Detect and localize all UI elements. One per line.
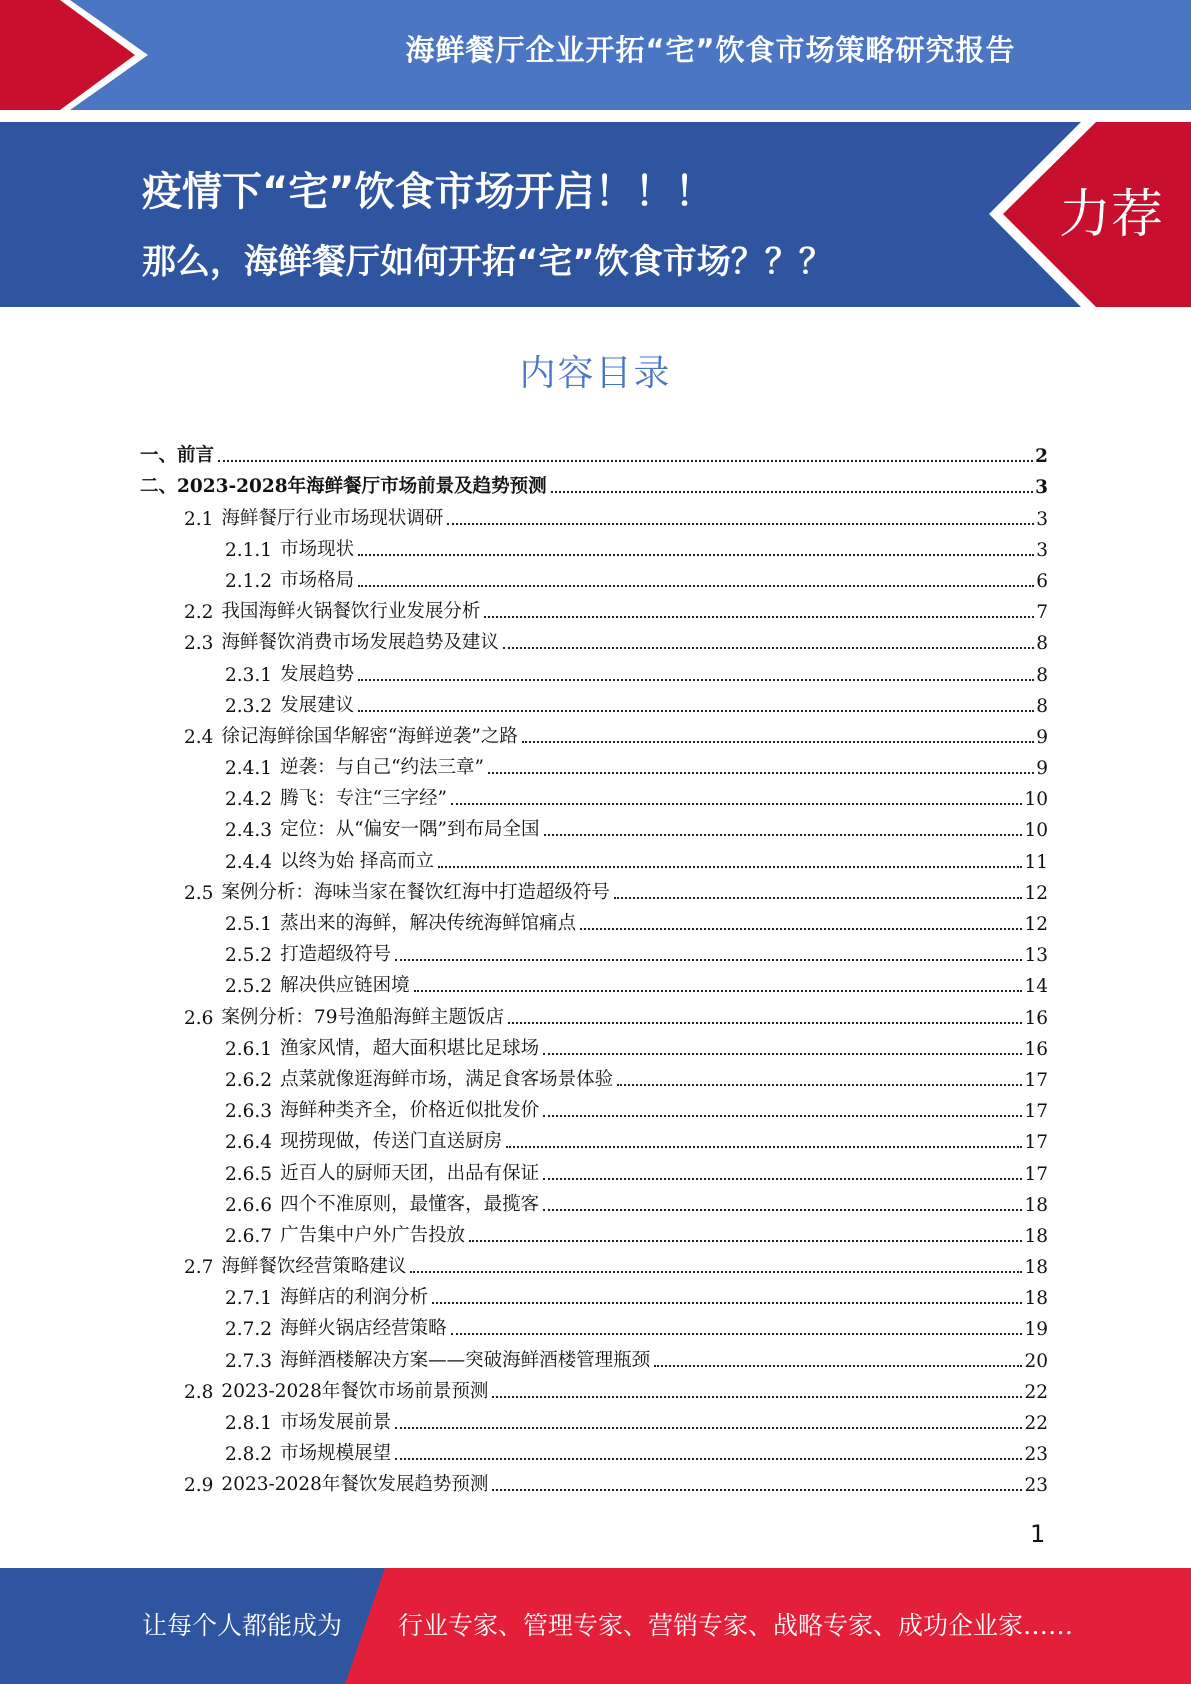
toc-entry-label: 打造超级符号 [280, 944, 392, 966]
hero-headline: 疫情下“宅”饮食市场开启！！！ [142, 169, 715, 215]
toc-entry[interactable] [140, 1091, 1048, 1122]
toc-dot-leader [508, 1022, 1022, 1024]
hero-subheadline: 那么，海鲜餐厅如何开拓“宅”饮食市场？？？ [142, 242, 833, 282]
toc-dot-leader [506, 1146, 1022, 1148]
toc-entry[interactable] [140, 686, 1048, 717]
toc-entry-page: 6 [1036, 570, 1048, 592]
toc-dot-leader [395, 1427, 1022, 1429]
toc-entry-page: 17 [1024, 1101, 1048, 1123]
toc-entry-label: 广告集中户外广告投放 [280, 1224, 466, 1246]
toc-entry-number: 2.4.3 [225, 820, 273, 842]
page-number: 1 [1030, 1520, 1046, 1548]
toc-entry-number: 2.6.1 [225, 1038, 273, 1060]
toc-entry-label: 2023-2028年餐饮市场前景预测 [221, 1380, 489, 1402]
toc-entry[interactable] [140, 436, 1048, 467]
toc-entry-number: 2.6.4 [225, 1132, 273, 1154]
toc-entry-label: 解决供应链困境 [280, 975, 410, 997]
toc-entry-label: 渔家风情，超大面积堪比足球场 [280, 1037, 540, 1059]
toc-entry[interactable] [140, 1060, 1048, 1091]
toc-entry-number: 2.1.1 [225, 539, 273, 561]
toc-entry-number: 2.1.2 [225, 570, 273, 592]
toc-entry[interactable] [140, 592, 1048, 623]
toc-entry[interactable] [140, 1372, 1048, 1403]
toc-entry-label: 市场发展前景 [280, 1412, 392, 1433]
toc-entry[interactable] [140, 966, 1048, 997]
report-title: 海鲜餐厅企业开拓“宅”饮食市场策略研究报告 [405, 33, 1016, 67]
toc-dot-leader [522, 741, 1034, 743]
toc-entry-number: 2.6.5 [225, 1163, 273, 1185]
toc-entry-page: 14 [1024, 976, 1048, 998]
toc-entry-number: 2.7 [184, 1257, 214, 1279]
toc-entry-number: 2.4 [184, 726, 214, 748]
toc-entry-label: 海鲜种类齐全，价格近似批发价 [280, 1100, 540, 1122]
toc-entry-label: 海鲜餐饮消费市场发展趋势及建议 [221, 632, 499, 654]
toc-entry-page: 7 [1036, 602, 1048, 624]
toc-entry[interactable] [140, 623, 1048, 654]
toc-entry-number: 2.6 [184, 1007, 214, 1029]
footer-banner [0, 1568, 1191, 1684]
toc-entry[interactable] [140, 1216, 1048, 1247]
footer-slogan-left: 让每个人都能成为 [142, 1611, 343, 1640]
toc-entry-page: 17 [1024, 1132, 1048, 1154]
toc-entry-page: 3 [1036, 539, 1048, 561]
toc-entry[interactable] [140, 561, 1048, 592]
toc-entry-number: 2.5.2 [225, 945, 273, 967]
toc-entry[interactable] [140, 1029, 1048, 1060]
toc-entry-label: 2023-2028年海鲜餐厅市场前景及趋势预测 [177, 476, 547, 498]
toc-entry-number: 2.3 [184, 633, 214, 655]
toc-title: 内容目录 [519, 353, 672, 394]
toc-entry-page: 18 [1024, 1194, 1048, 1216]
toc-entry-number: 2.3.2 [225, 695, 273, 717]
toc-entry-label: 海鲜酒楼解决方案——突破海鲜酒楼管理瓶颈 [280, 1349, 651, 1371]
toc-entry-number: 2.7.1 [225, 1288, 273, 1310]
toc-entry[interactable] [140, 530, 1048, 561]
toc-entry[interactable] [140, 1465, 1048, 1496]
toc-entry-page: 12 [1024, 914, 1048, 935]
toc-entry[interactable] [140, 1340, 1048, 1371]
toc-entry-label: 市场格局 [280, 569, 355, 591]
toc-dot-leader [414, 990, 1023, 992]
toc-entry-label: 市场规模展望 [280, 1443, 392, 1465]
toc-entry-label: 点菜就像逛海鲜市场，满足食客场景体验 [280, 1068, 614, 1090]
toc-entry-label: 蒸出来的海鲜，解决传统海鲜馆痛点 [280, 913, 577, 934]
toc-entry-label: 案例分析：海味当家在餐饮红海中打造超级符号 [221, 881, 610, 903]
toc-entry[interactable] [140, 841, 1048, 872]
toc-entry[interactable] [140, 1153, 1048, 1184]
toc-dot-leader [469, 1240, 1022, 1242]
toc-dot-leader [544, 834, 1023, 836]
toc-dot-leader [543, 1053, 1022, 1055]
toc-entry-page: 10 [1024, 789, 1048, 811]
toc-dot-leader [484, 616, 1034, 618]
toc-entry-label: 海鲜火锅店经营策略 [280, 1318, 447, 1340]
toc-entry[interactable] [140, 748, 1048, 779]
toc-entry-label: 我国海鲜火锅餐饮行业发展分析 [221, 601, 481, 623]
toc-entry-label: 海鲜店的利润分析 [280, 1287, 429, 1309]
toc-entry-page: 9 [1036, 758, 1048, 780]
toc-entry-page: 12 [1024, 882, 1048, 904]
table-of-contents [140, 436, 1048, 1496]
toc-entry-label: 市场现状 [280, 538, 355, 560]
toc-entry[interactable] [140, 1434, 1048, 1465]
toc-entry-number: 2.8.1 [225, 1413, 273, 1434]
toc-entry-label: 定位：从“偏安一隅”到布局全国 [280, 819, 540, 841]
toc-entry-page: 17 [1024, 1163, 1048, 1185]
toc-dot-leader [543, 1209, 1022, 1211]
toc-entry-number: 2.5.2 [225, 976, 273, 998]
toc-entry-page: 8 [1036, 695, 1048, 717]
toc-entry[interactable] [140, 467, 1048, 498]
toc-entry[interactable] [140, 1122, 1048, 1153]
toc-dot-leader [543, 1115, 1022, 1117]
toc-entry-page: 3 [1036, 508, 1048, 530]
top-banner [0, 0, 1191, 110]
toc-entry-label: 案例分析：79号渔船海鲜主题饭店 [221, 1006, 504, 1028]
toc-entry-label: 海鲜餐厅行业市场现状调研 [221, 507, 444, 529]
toc-dot-leader [543, 1178, 1022, 1180]
toc-dot-leader [551, 491, 1033, 493]
toc-entry[interactable] [140, 873, 1048, 904]
toc-entry-label: 海鲜餐饮经营策略建议 [221, 1256, 407, 1278]
toc-dot-leader [492, 1489, 1022, 1491]
toc-entry[interactable] [140, 810, 1048, 841]
toc-entry-number: 2.4.2 [225, 789, 273, 811]
toc-entry-number: 一、 [140, 445, 178, 467]
toc-entry-page: 10 [1024, 820, 1048, 842]
toc-entry-label: 2023-2028年餐饮发展趋势预测 [221, 1474, 489, 1496]
toc-entry-page: 23 [1024, 1475, 1048, 1497]
toc-entry-label: 发展趋势 [280, 663, 355, 685]
toc-dot-leader [492, 1396, 1022, 1398]
footer-slogan-right: 行业专家、管理专家、营销专家、战略专家、成功企业家…… [398, 1611, 1074, 1640]
toc-entry-number: 2.6.7 [225, 1225, 273, 1247]
toc-entry-page: 13 [1024, 945, 1048, 967]
toc-entry-page: 18 [1024, 1257, 1048, 1279]
toc-entry-number: 2.1 [184, 508, 214, 530]
toc-entry-page: 2 [1035, 446, 1048, 468]
toc-entry-page: 17 [1024, 1069, 1048, 1091]
toc-dot-leader [488, 772, 1034, 774]
toc-dot-leader [358, 554, 1034, 556]
toc-entry-number: 2.8.2 [225, 1444, 273, 1466]
toc-entry-page: 23 [1024, 1444, 1048, 1466]
toc-entry-label: 现捞现做，传送门直送厨房 [280, 1131, 503, 1153]
toc-entry-number: 2.6.2 [225, 1069, 273, 1091]
toc-entry-number: 2.5.1 [225, 914, 273, 935]
toc-dot-leader [617, 1084, 1022, 1086]
toc-entry-page: 19 [1024, 1319, 1048, 1341]
toc-dot-leader [438, 866, 1022, 868]
recommend-badge: 力荐 [1058, 185, 1163, 245]
toc-dot-leader [395, 959, 1022, 961]
toc-dot-leader [614, 897, 1023, 899]
toc-entry-label: 逆袭：与自己“约法三章” [280, 757, 484, 779]
toc-dot-leader [451, 803, 1022, 805]
toc-entry-number: 2.2 [184, 602, 214, 624]
toc-dot-leader [395, 1458, 1022, 1460]
toc-entry[interactable] [140, 1185, 1048, 1216]
toc-entry-page: 8 [1036, 664, 1048, 686]
toc-entry-number: 2.7.3 [225, 1350, 273, 1372]
toc-entry-number: 2.3.1 [225, 664, 273, 686]
toc-entry[interactable] [140, 1403, 1048, 1434]
toc-dot-leader [654, 1365, 1022, 1367]
toc-entry-page: 18 [1024, 1225, 1048, 1247]
toc-entry-number: 2.6.6 [225, 1194, 273, 1216]
toc-entry-label: 四个不准原则，最懂客，最揽客 [280, 1193, 540, 1215]
toc-dot-leader [451, 1333, 1023, 1335]
toc-entry[interactable] [140, 498, 1048, 529]
toc-entry[interactable] [140, 1309, 1048, 1340]
toc-entry-number: 二、 [140, 476, 178, 498]
toc-dot-leader [447, 523, 1034, 525]
toc-entry-number: 2.8 [184, 1381, 214, 1403]
red-chevron-decoration [0, 0, 160, 110]
toc-entry-page: 18 [1024, 1288, 1048, 1310]
toc-entry-page: 16 [1024, 1007, 1048, 1029]
toc-entry-number: 2.5 [184, 882, 214, 904]
toc-entry-page: 22 [1024, 1381, 1048, 1403]
toc-entry-page: 11 [1024, 851, 1048, 873]
toc-entry-label: 以终为始 择高而立 [280, 850, 434, 872]
toc-entry[interactable] [140, 997, 1048, 1028]
toc-entry-label: 前言 [177, 445, 215, 467]
toc-entry-number: 2.6.3 [225, 1101, 273, 1123]
toc-entry-label: 徐记海鲜徐国华解密“海鲜逆袭”之路 [221, 725, 518, 747]
toc-dot-leader [503, 647, 1034, 649]
toc-entry-number: 2.7.2 [225, 1319, 273, 1341]
toc-entry[interactable] [140, 935, 1048, 966]
toc-entry[interactable] [140, 779, 1048, 810]
toc-dot-leader [410, 1271, 1022, 1273]
toc-entry-page: 9 [1036, 726, 1048, 748]
toc-entry-page: 20 [1024, 1350, 1048, 1372]
toc-entry-page: 22 [1024, 1413, 1048, 1434]
toc-entry-page: 16 [1024, 1038, 1048, 1060]
toc-entry-number: 2.4.1 [225, 758, 273, 780]
toc-dot-leader [358, 679, 1034, 681]
toc-entry[interactable] [140, 904, 1048, 935]
toc-entry[interactable] [140, 654, 1048, 685]
toc-entry-label: 近百人的厨师天团，出品有保证 [280, 1162, 540, 1184]
toc-entry[interactable] [140, 1247, 1048, 1278]
toc-dot-leader [580, 928, 1022, 930]
toc-entry-page: 8 [1036, 633, 1048, 655]
toc-entry-label: 腾飞：专注“三字经” [280, 788, 447, 810]
toc-dot-leader [358, 710, 1034, 712]
toc-dot-leader [218, 460, 1033, 462]
toc-entry[interactable] [140, 717, 1048, 748]
toc-entry-number: 2.4.4 [225, 851, 273, 873]
toc-entry-label: 发展建议 [280, 694, 355, 716]
toc-entry-number: 2.9 [184, 1475, 214, 1497]
hero-banner [0, 122, 1191, 307]
toc-dot-leader [432, 1302, 1022, 1304]
toc-dot-leader [358, 585, 1034, 587]
toc-entry[interactable] [140, 1278, 1048, 1309]
toc-entry-page: 3 [1035, 477, 1048, 499]
